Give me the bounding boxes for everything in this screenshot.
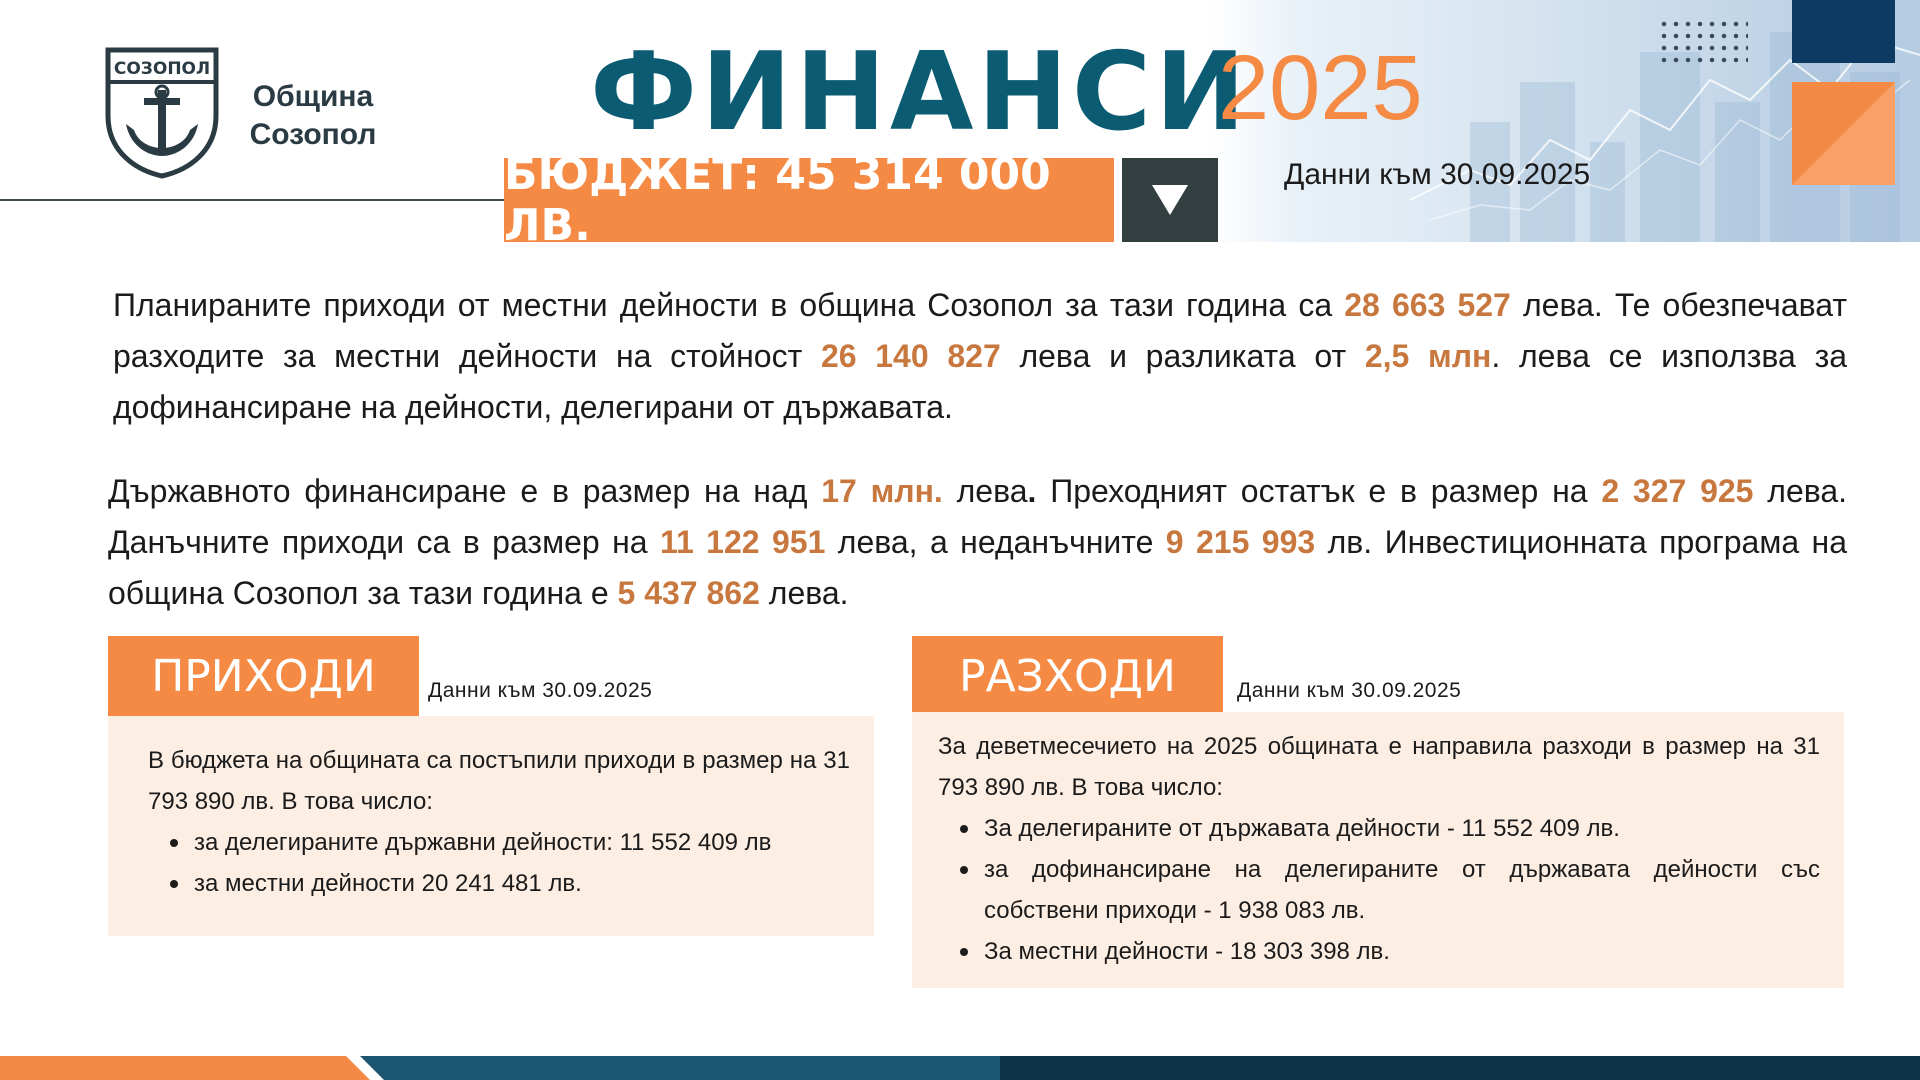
highlighted-amount: 28 663 527 (1344, 287, 1511, 323)
triangle-down-icon (1152, 185, 1188, 215)
intro-paragraph-1 (113, 280, 1847, 433)
list-item: за делегираните държавни дейности: 11 552 409 лв (166, 822, 850, 863)
text-segment: лв. Инвестиционната програма на община Созопол за тази година е (108, 524, 1847, 611)
list-item: За местни дейности - 18 303 398 лв. (956, 931, 1820, 972)
highlighted-amount: 2,5 млн (1364, 338, 1492, 374)
footer-stripe-dark (1000, 1056, 1920, 1080)
footer-stripe-orange (0, 1056, 370, 1080)
intro-paragraph-2 (108, 466, 1847, 619)
data-date: Данни към 30.09.2025 (1284, 158, 1591, 191)
text-segment: лева, а неданъчните (825, 524, 1166, 560)
highlighted-amount: 11 122 951 (659, 524, 826, 560)
text-segment: лева. Данъчните приходи са в размер на (108, 473, 1848, 560)
page-title: ФИНАНСИ (590, 30, 1250, 155)
orange-square-decoration (1792, 82, 1895, 185)
text-segment: лева (942, 473, 1028, 509)
highlighted-amount: 26 140 827 (820, 338, 1001, 374)
income-list (166, 822, 850, 904)
list-item: За делегираните от държавата дейности - 11 552 409 лв. (956, 808, 1820, 849)
highlighted-amount: 5 437 862 (617, 575, 760, 611)
income-heading: ПРИХОДИ (108, 636, 419, 716)
text-segment: лева и разликата от (1000, 338, 1365, 374)
navy-square-decoration (1792, 0, 1895, 63)
municipality-name-line1: Община (252, 80, 374, 113)
municipality-logo (104, 46, 220, 180)
text-segment: Преходният остатък е в размер на (1036, 473, 1602, 509)
expense-panel (912, 712, 1844, 988)
logo-text: СОЗОПОЛ (113, 59, 211, 79)
expense-data-date: Данни към 30.09.2025 (1237, 679, 1462, 702)
list-item: за местни дейности 20 241 481 лв. (166, 863, 850, 904)
highlighted-amount: 2 327 925 (1601, 473, 1754, 509)
list-item: за дофинансиране на делегираните от държавата дейности със собствени приходи - 1 938 083 лв. (956, 849, 1820, 931)
page-year: 2025 (1218, 37, 1423, 139)
expense-intro: За деветмесечието на 2025 общината е направила разходи в размер на 31 793 890 лв. В това число: (938, 733, 1820, 801)
expense-heading: РАЗХОДИ (912, 636, 1223, 716)
municipality-name-line2: Созопол (249, 118, 377, 151)
text-segment: . (1027, 473, 1037, 509)
budget-dropdown-button[interactable] (1122, 158, 1218, 242)
expense-list (956, 808, 1820, 972)
municipality-name (238, 78, 388, 154)
text-segment: Планираните приходи от местни дейности в община Созопол за тази година са (113, 287, 1345, 323)
budget-banner: БЮДЖЕТ: 45 314 000 ЛВ. (504, 158, 1114, 242)
highlighted-amount: 9 215 993 (1165, 524, 1316, 560)
dot-grid-decoration (1658, 18, 1748, 66)
income-panel (108, 716, 874, 936)
income-data-date: Данни към 30.09.2025 (428, 679, 653, 702)
income-intro: В бюджета на общината са постъпили приходи в размер на 31 793 890 лв. В това число: (148, 747, 850, 815)
header-divider (0, 199, 504, 201)
text-segment: лева. Те обезпечават разходите за местни дейности на стойност (113, 287, 1848, 374)
text-segment: лева. (759, 575, 849, 611)
text-segment: . лева се използва за дофинансиране на дейности, делегирани от държавата. (113, 338, 1848, 425)
text-segment: Държавното финансиране е в размер на над (108, 473, 822, 509)
highlighted-amount: 17 млн. (821, 473, 943, 509)
